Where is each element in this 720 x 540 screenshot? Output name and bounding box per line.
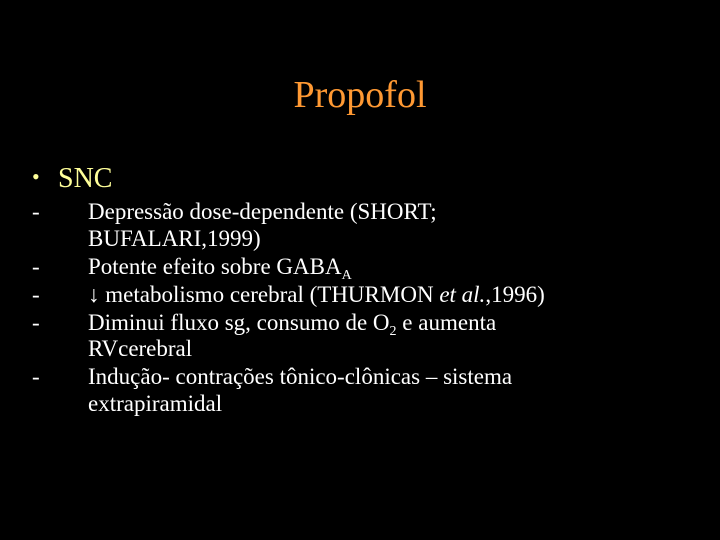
- item-text-line: Indução- contrações tônico-clônicas – sistema: [88, 364, 513, 389]
- item-text: metabolismo cerebral (THURMON: [99, 281, 440, 307]
- dash-marker: -: [32, 281, 40, 307]
- item-text-line: extrapiramidal: [88, 390, 223, 416]
- item-text: e aumenta: [396, 309, 497, 335]
- subscript: 2: [389, 323, 397, 339]
- italic-text: et al.: [439, 281, 486, 307]
- down-arrow-icon: ↓: [88, 281, 100, 307]
- item-text-line: Depressão dose-dependente (SHORT;: [88, 199, 437, 224]
- sub-bullet-item: [32, 364, 692, 417]
- main-bullet-text: SNC: [58, 163, 113, 194]
- dash-marker: -: [32, 253, 40, 279]
- item-text: Diminui fluxo sg, consumo de O: [88, 309, 390, 335]
- item-text-line: [88, 282, 692, 309]
- bullet-dot-icon: •: [32, 164, 40, 189]
- dash-marker: -: [32, 364, 40, 389]
- item-text-line: [88, 310, 692, 337]
- sub-bullet-item: [32, 310, 692, 363]
- sub-bullet-item: [32, 199, 692, 252]
- subscript: A: [341, 267, 352, 283]
- dash-marker: -: [32, 309, 40, 335]
- sub-bullet-list: [32, 199, 692, 419]
- item-text-line: [88, 254, 692, 281]
- item-text: ,1996): [485, 281, 545, 307]
- item-text-line: RVcerebral: [88, 336, 193, 361]
- dash-marker: -: [32, 199, 40, 224]
- sub-bullet-item: [32, 282, 692, 309]
- slide-title: Propofol: [293, 74, 427, 116]
- item-text-line: BUFALARI,1999): [88, 225, 261, 251]
- main-bullet: [32, 160, 112, 196]
- item-text: Potente efeito sobre GABA: [88, 253, 342, 279]
- sub-bullet-item: [32, 254, 692, 281]
